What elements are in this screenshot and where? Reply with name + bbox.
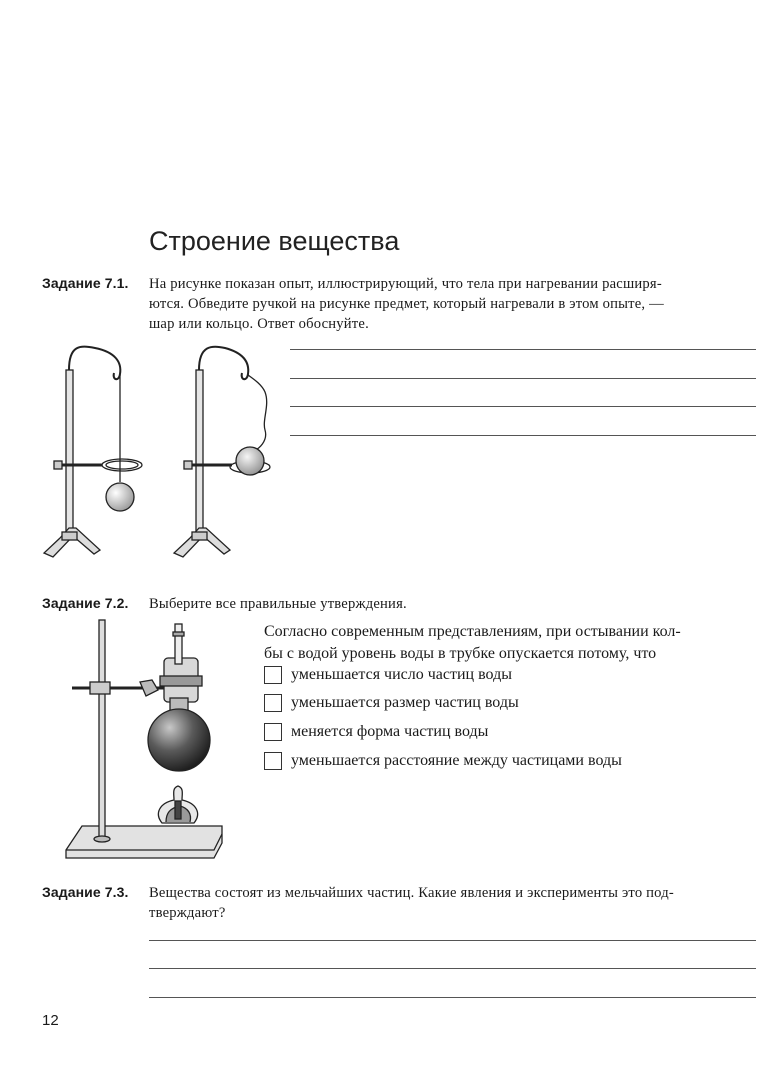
option-row[interactable]	[264, 666, 512, 684]
right-stand	[174, 347, 270, 557]
answer-line[interactable]	[149, 997, 756, 998]
task-7-3-text-line: Вещества состоят из мельчайших частиц. Какие явления и эксперименты это под-	[149, 885, 674, 901]
task-7-1-text-line: На рисунке показан опыт, иллюстрирующий, что тела при нагревании расширя-	[149, 276, 662, 292]
task-7-1-text	[149, 274, 759, 334]
task-7-3-label: Задание 7.3.	[42, 884, 129, 900]
option-checkbox[interactable]	[264, 752, 282, 770]
task-7-2-label: Задание 7.2.	[42, 595, 129, 611]
task-7-1-label: Задание 7.1.	[42, 275, 129, 291]
task-7-1-text-line: шар или кольцо. Ответ обоснуйте.	[149, 316, 369, 332]
answer-line[interactable]	[149, 940, 756, 941]
left-stand	[44, 347, 142, 557]
page-title: Строение вещества	[149, 226, 400, 256]
option-checkbox[interactable]	[264, 694, 282, 712]
option-row[interactable]	[264, 694, 519, 712]
option-label: уменьшается размер частиц воды	[291, 694, 519, 711]
option-checkbox[interactable]	[264, 723, 282, 741]
option-checkbox[interactable]	[264, 666, 282, 684]
task-7-2-statement	[264, 621, 756, 665]
option-row[interactable]	[264, 752, 622, 770]
option-label: уменьшается расстояние между частицами воды	[291, 752, 622, 769]
answer-line[interactable]	[290, 349, 756, 350]
answer-line[interactable]	[290, 378, 756, 379]
flask-with-tube-illustration	[62, 618, 226, 866]
answer-line[interactable]	[290, 435, 756, 436]
statement-line: Согласно современным представлениям, при остывании кол-	[264, 623, 681, 640]
task-7-1-text-line: ются. Обведите ручкой на рисунке предмет, который нагревали в этом опыте, —	[149, 296, 664, 312]
statement-line: бы с водой уровень воды в трубке опускается потому, что	[264, 645, 657, 662]
option-label: меняется форма частиц воды	[291, 723, 489, 740]
option-label: уменьшается число частиц воды	[291, 666, 512, 683]
answer-line[interactable]	[149, 968, 756, 969]
task-7-2-text: Выберите все правильные утверждения.	[149, 596, 407, 612]
option-row[interactable]	[264, 723, 488, 741]
page-number: 12	[42, 1012, 59, 1029]
task-7-3-text-line: тверждают?	[149, 905, 226, 921]
task-7-3-text	[149, 883, 759, 923]
answer-line[interactable]	[290, 406, 756, 407]
ball-and-ring-illustration	[40, 340, 280, 580]
